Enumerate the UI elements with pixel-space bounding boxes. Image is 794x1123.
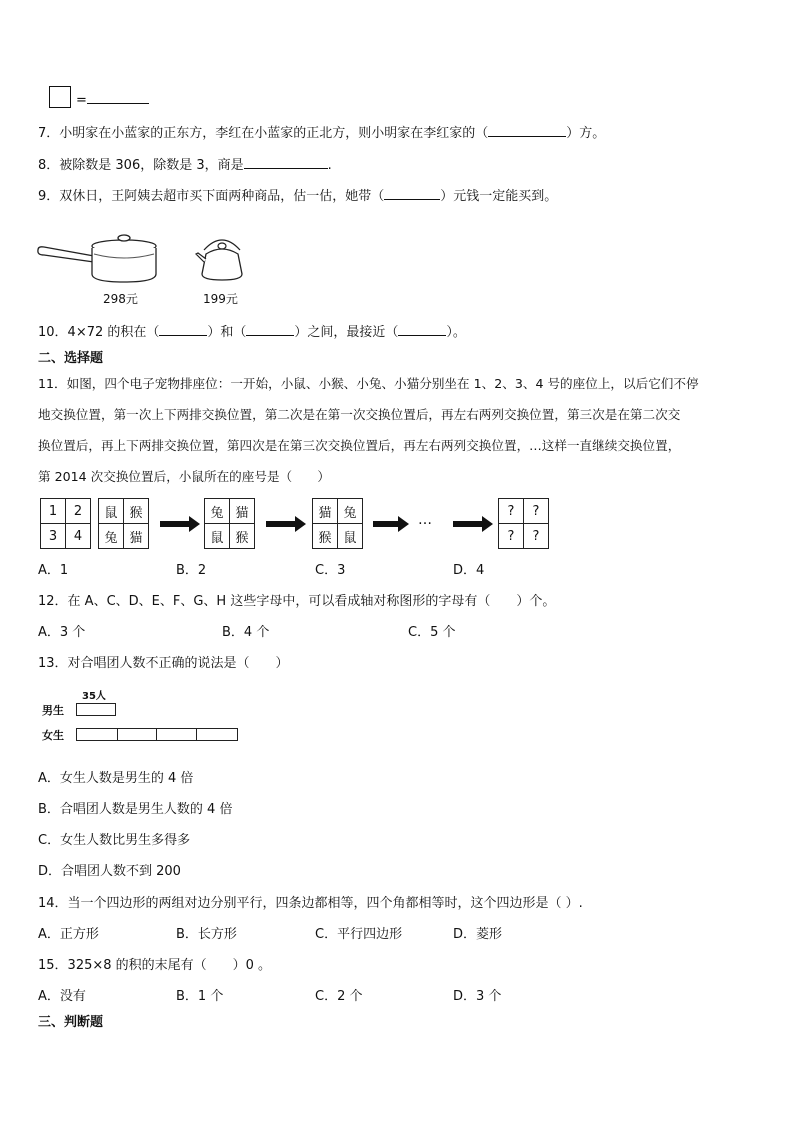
grid-cell: 3 bbox=[41, 524, 66, 549]
q14-option-a[interactable]: A．正方形 bbox=[38, 927, 99, 942]
grid-cell: 猫 bbox=[313, 499, 338, 524]
q6-blank[interactable] bbox=[87, 91, 149, 104]
q9-blank[interactable] bbox=[384, 187, 440, 200]
seat-grid-initial bbox=[98, 498, 149, 549]
q13-option-c[interactable]: C．女生人数比男生多得多 bbox=[38, 833, 191, 848]
arrow-icon bbox=[373, 521, 399, 527]
q13-option-b[interactable]: B．合唱团人数是男生人数的 4 倍 bbox=[38, 802, 233, 817]
q10-part3: ）之间，最接近（ bbox=[294, 325, 399, 340]
seat-grid-numbers bbox=[40, 498, 91, 549]
equals-sign: = bbox=[76, 93, 87, 108]
bar-divider bbox=[156, 729, 197, 740]
grid-cell: 猴 bbox=[230, 524, 255, 549]
q8-text: 8．被除数是 306，除数是 3，商是 bbox=[38, 158, 244, 173]
grid-cell: ? bbox=[524, 524, 549, 549]
q9-text: 9．双休日，王阿姨去超市买下面两种商品，估一估，她带（ bbox=[38, 189, 385, 204]
q15-option-d[interactable]: D．3 个 bbox=[453, 989, 502, 1004]
seat-grid-unknown bbox=[498, 498, 549, 549]
q11-line-4: 第 2014 次交换位置后，小鼠所在的座号是（ ） bbox=[38, 469, 330, 484]
kettle-image bbox=[194, 234, 250, 282]
q8-blank[interactable] bbox=[244, 156, 328, 169]
question-13: 13．对合唱团人数不正确的说法是（ ） bbox=[38, 656, 289, 671]
q13-option-d[interactable]: D．合唱团人数不到 200 bbox=[38, 864, 181, 879]
q10-part4: ）。 bbox=[446, 325, 466, 340]
saucepan-image bbox=[36, 232, 160, 286]
grid-cell: 4 bbox=[66, 524, 91, 549]
figure-label-boys: 男生 bbox=[42, 704, 64, 717]
q10-part2: ）和（ bbox=[207, 325, 247, 340]
figure-label-girls: 女生 bbox=[42, 729, 64, 742]
q11-line-1: 11．如图，四个电子宠物排座位：一开始，小鼠、小猴、小兔、小猫分别坐在 1、2、3、4 号的座位上，以后它们不停 bbox=[38, 376, 699, 391]
q15-option-b[interactable]: B．1 个 bbox=[176, 989, 224, 1004]
arrow-icon bbox=[266, 521, 296, 527]
q12-option-c[interactable]: C．5 个 bbox=[408, 625, 456, 640]
bar-divider bbox=[77, 729, 118, 740]
grid-cell: ? bbox=[499, 524, 524, 549]
answer-box[interactable] bbox=[49, 86, 71, 108]
q11-option-c[interactable]: C．3 bbox=[315, 563, 346, 578]
section-3-title: 三、判断题 bbox=[38, 1015, 104, 1030]
question-7 bbox=[38, 124, 605, 143]
q11-line-2: 地交换位置，第一次上下两排交换位置，第二次是在第一次交换位置后，再左右两列交换位置，第三次是在第二次交 bbox=[38, 407, 681, 422]
q12-option-b[interactable]: B．4 个 bbox=[222, 625, 270, 640]
grid-cell: 猴 bbox=[124, 499, 149, 524]
seat-grid-step-2 bbox=[312, 498, 363, 549]
q11-line-3: 换位置后，再上下两排交换位置，第四次是在第三次交换位置后，再左右两列交换位置，…这样一直继续交换位置， bbox=[38, 438, 681, 453]
question-14: 14．当一个四边形的两组对边分别平行，四条边都相等，四个角都相等时，这个四边形是（ ）. bbox=[38, 896, 583, 911]
q10-blank-2[interactable] bbox=[246, 323, 294, 336]
bar-divider bbox=[117, 729, 157, 740]
grid-cell: 兔 bbox=[99, 524, 124, 549]
q9-tail: ）元钱一定能买到。 bbox=[440, 189, 558, 204]
question-8 bbox=[38, 156, 332, 175]
q7-text: 7．小明家在小蓝家的正东方，李红在小蓝家的正北方，则小明家在李红家的（ bbox=[38, 126, 489, 141]
grid-cell: 2 bbox=[66, 499, 91, 524]
q14-option-c[interactable]: C．平行四边形 bbox=[315, 927, 403, 942]
price-298: 298元 bbox=[103, 292, 138, 306]
grid-cell: 猴 bbox=[313, 524, 338, 549]
grid-cell: 兔 bbox=[338, 499, 363, 524]
figure-label-35: 35人 bbox=[82, 691, 106, 702]
q7-tail: ）方。 bbox=[566, 126, 606, 141]
q11-option-b[interactable]: B．2 bbox=[176, 563, 207, 578]
grid-cell: 鼠 bbox=[338, 524, 363, 549]
grid-cell: ? bbox=[524, 499, 549, 524]
question-9 bbox=[38, 187, 557, 206]
q7-blank[interactable] bbox=[488, 124, 566, 137]
grid-cell: 鼠 bbox=[99, 499, 124, 524]
grid-cell: 猫 bbox=[124, 524, 149, 549]
q13-option-a[interactable]: A．女生人数是男生的 4 倍 bbox=[38, 771, 194, 786]
boys-bar bbox=[76, 703, 116, 716]
arrow-icon bbox=[453, 521, 483, 527]
arrow-icon bbox=[160, 521, 190, 527]
price-199: 199元 bbox=[203, 292, 238, 306]
q12-option-a[interactable]: A．3 个 bbox=[38, 625, 86, 640]
q15-option-a[interactable]: A．没有 bbox=[38, 989, 86, 1004]
grid-cell: 1 bbox=[41, 499, 66, 524]
q10-blank-3[interactable] bbox=[398, 323, 446, 336]
question-10 bbox=[38, 323, 466, 342]
q8-tail: . bbox=[327, 158, 332, 173]
q10-blank-1[interactable] bbox=[159, 323, 207, 336]
grid-cell: 兔 bbox=[205, 499, 230, 524]
grid-cell: ? bbox=[499, 499, 524, 524]
q14-option-d[interactable]: D．菱形 bbox=[453, 927, 503, 942]
seat-grid-step-1 bbox=[204, 498, 255, 549]
ellipsis: … bbox=[418, 512, 432, 528]
question-15: 15．325×8 的积的末尾有（ ）0 。 bbox=[38, 958, 272, 973]
q11-option-a[interactable]: A．1 bbox=[38, 563, 69, 578]
q6-equation bbox=[76, 91, 149, 110]
q11-option-d[interactable]: D．4 bbox=[453, 563, 485, 578]
girls-bar bbox=[76, 728, 238, 741]
question-12: 12．在 A、C、D、E、F、G、H 这些字母中，可以看成轴对称图形的字母有（ ）个。 bbox=[38, 594, 556, 609]
q14-option-b[interactable]: B．长方形 bbox=[176, 927, 237, 942]
grid-cell: 鼠 bbox=[205, 524, 230, 549]
grid-cell: 猫 bbox=[230, 499, 255, 524]
section-2-title: 二、选择题 bbox=[38, 351, 104, 366]
q10-part1: 10．4×72 的积在（ bbox=[38, 325, 160, 340]
q15-option-c[interactable]: C．2 个 bbox=[315, 989, 363, 1004]
